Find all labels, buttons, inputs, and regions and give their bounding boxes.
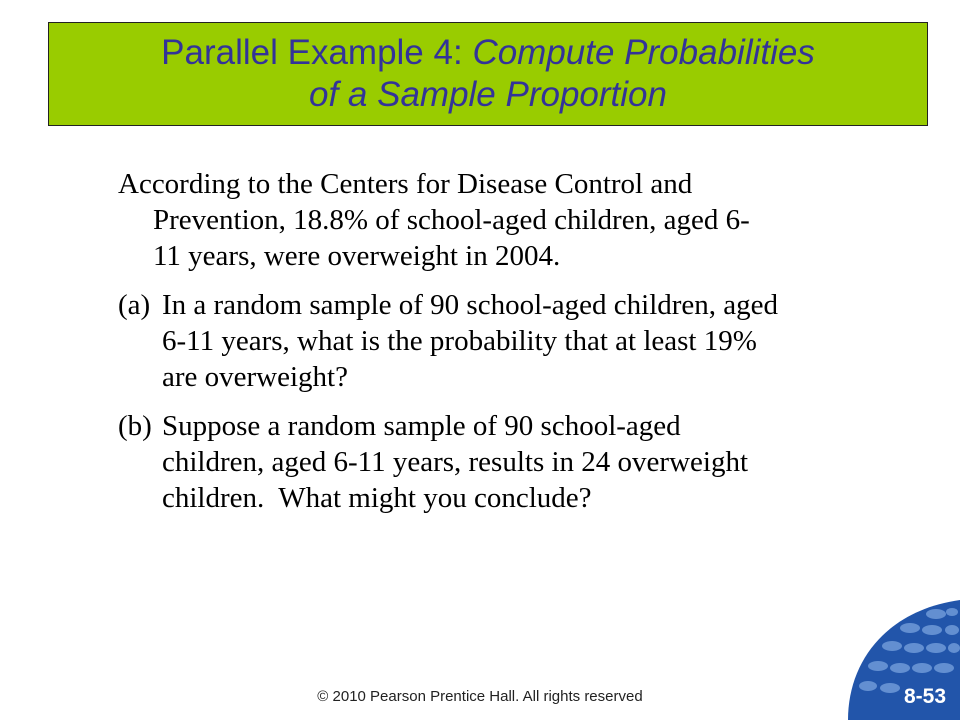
slide-body: [118, 166, 908, 529]
part-text: [162, 408, 748, 516]
slide-number: 8-53: [903, 685, 946, 708]
intro-line: Prevention, 18.8% of school-aged children, aged 6-: [153, 204, 750, 236]
copyright-footer: © 2010 Pearson Prentice Hall. All rights reserved: [317, 688, 643, 705]
intro-line: 11 years, were overweight in 2004.: [153, 240, 561, 272]
part-label: (b): [118, 410, 152, 442]
part-line: 6-11 years, what is the probability that at least 19%: [162, 325, 757, 357]
part-line: children, aged 6-11 years, results in 24 overweight: [162, 446, 749, 478]
part-line: children. What might you conclude?: [162, 482, 592, 514]
title-prefix: Parallel Example 4:: [161, 33, 463, 72]
part-line: are overweight?: [162, 361, 348, 393]
part-text: [162, 287, 778, 395]
slide-title: [48, 22, 928, 126]
title-emphasis: Compute Probabilities: [472, 33, 815, 72]
part-line: In a random sample of 90 school-aged children, aged: [162, 289, 779, 321]
part-line: Suppose a random sample of 90 school-aged: [162, 410, 681, 442]
intro-paragraph: [118, 166, 908, 274]
title-line-1: [161, 32, 815, 74]
part-label: (a): [118, 289, 151, 321]
question-part-b: [118, 408, 908, 516]
intro-line: According to the Centers for Disease Control and: [118, 168, 693, 200]
question-part-a: [118, 287, 908, 395]
title-line-2: of a Sample Proportion: [309, 75, 667, 114]
